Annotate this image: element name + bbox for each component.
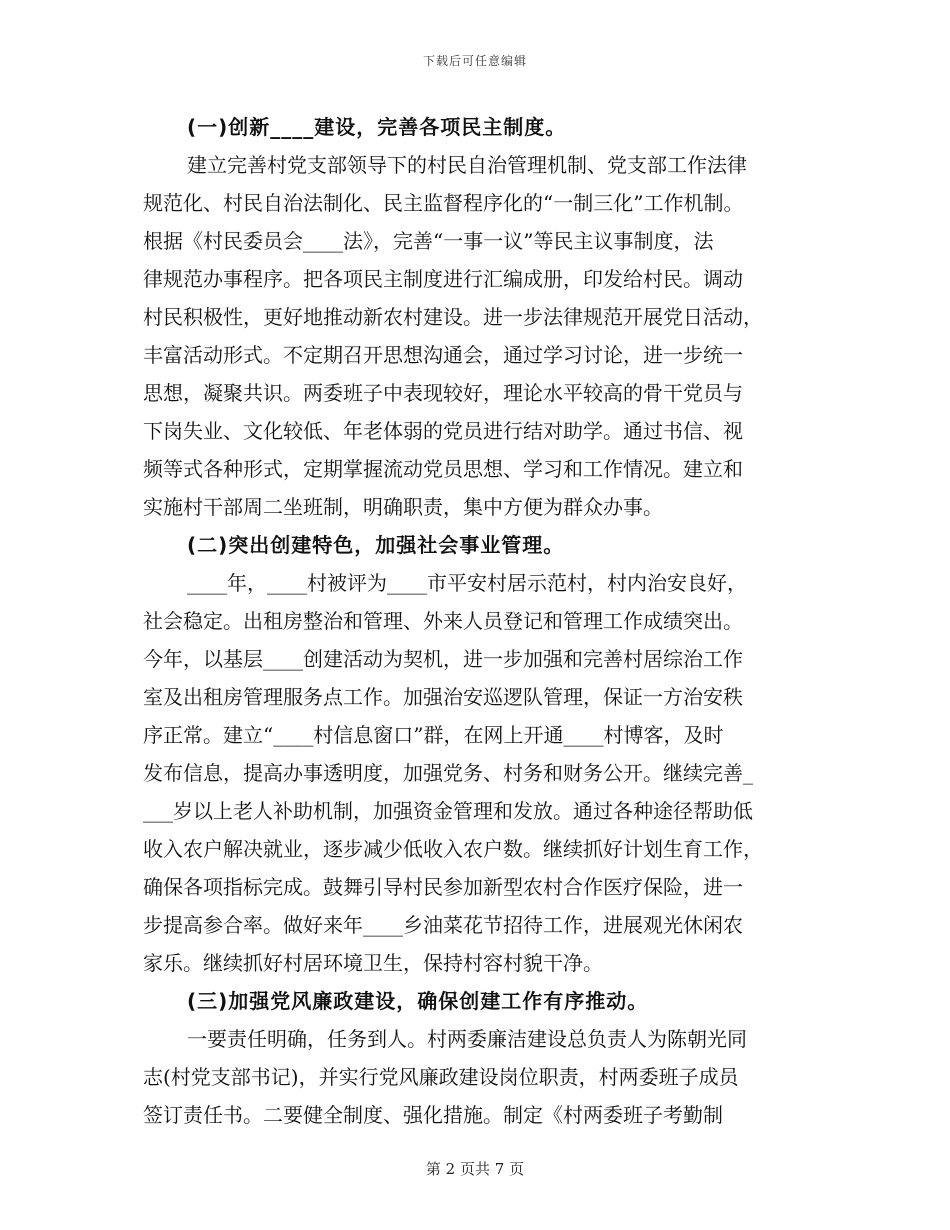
paragraph-line: 丰富活动形式。不定期召开思想沟通会，通过学习讨论，进一步统一: [143, 343, 743, 367]
paragraph-line: 志(村党支部书记)，并实行党风廉政建设岗位职责，村两委班子成员: [143, 1065, 739, 1089]
paragraph-line: 步提高参合率。做好来年____乡油菜花节招待工作，进展观光休闲农: [143, 913, 743, 937]
paragraph-line: 签订责任书。二要健全制度、强化措施。制定《村两委班子考勤制: [143, 1103, 723, 1127]
paragraph-line: 村民积极性，更好地推动新农村建设。进一步法律规范开展党日活动，: [143, 305, 763, 329]
section-paragraph-1: [143, 146, 807, 526]
section-paragraph-3: [143, 1020, 807, 1134]
page-header: 下载后可任意编辑: [422, 54, 527, 68]
paragraph-line: 社会稳定。出租房整治和管理、外来人员登记和管理工作成绩突出。: [143, 609, 743, 633]
paragraph-line: 实施村干部周二坐班制，明确职责，集中方便为群众办事。: [143, 495, 663, 519]
section-heading-1: (一)创新____建设，完善各项民主制度。: [187, 115, 567, 139]
section-paragraph-2: [143, 564, 807, 982]
paragraph-line: 家乐。继续抓好村居环境卫生，保持村容村貌干净。: [143, 951, 603, 975]
paragraph-line: 确保各项指标完成。鼓舞引导村民参加新型农村合作医疗保险，进一: [143, 875, 743, 899]
section-heading-2: (二)突出创建特色，加强社会事业管理。: [187, 533, 565, 557]
paragraph-line: 收入农户解决就业，逐步减少低收入农户数。继续抓好计划生育工作，: [143, 837, 763, 861]
paragraph-line: 思想，凝聚共识。两委班子中表现较好，理论水平较高的骨干党员与: [143, 381, 743, 405]
paragraph-line: ___岁以上老人补助机制，加强资金管理和发放。通过各种途径帮助低: [143, 799, 753, 823]
paragraph-line: 一要责任明确，任务到人。村两委廉洁建设总负责人为陈朝光同: [187, 1027, 747, 1051]
paragraph-line: 根据《村民委员会____法》，完善“一事一议”等民主议事制度，法: [143, 229, 714, 253]
paragraph-line: 发布信息，提高办事透明度，加强党务、村务和财务公开。继续完善_: [143, 761, 753, 785]
paragraph-line: 律规范办事程序。把各项民主制度进行汇编成册，印发给村民。调动: [143, 267, 743, 291]
page-number-footer: 第 2 页共 7 页: [425, 1160, 525, 1178]
paragraph-line: 频等式各种形式，定期掌握流动党员思想、学习和工作情况。建立和: [143, 457, 743, 481]
paragraph-line: 序正常。建立“____村信息窗口”群，在网上开通____村博客，及时: [143, 723, 724, 747]
paragraph-line: 建立完善村党支部领导下的村民自治管理机制、党支部工作法律: [187, 153, 747, 177]
paragraph-line: 规范化、村民自治法制化、民主监督程序化的“一制三化”工作机制。: [143, 191, 744, 215]
document-body: [143, 108, 807, 1134]
section-heading-3: (三)加强党风廉政建设，确保创建工作有序推动。: [187, 989, 649, 1013]
paragraph-line: ____年，____村被评为____市平安村居示范村，村内治安良好，: [187, 571, 747, 595]
paragraph-line: 室及出租房管理服务点工作。加强治安巡逻队管理，保证一方治安秩: [143, 685, 743, 709]
paragraph-line: 下岗失业、文化较低、年老体弱的党员进行结对助学。通过书信、视: [143, 419, 743, 443]
paragraph-line: 今年，以基层____创建活动为契机，进一步加强和完善村居综治工作: [143, 647, 743, 671]
